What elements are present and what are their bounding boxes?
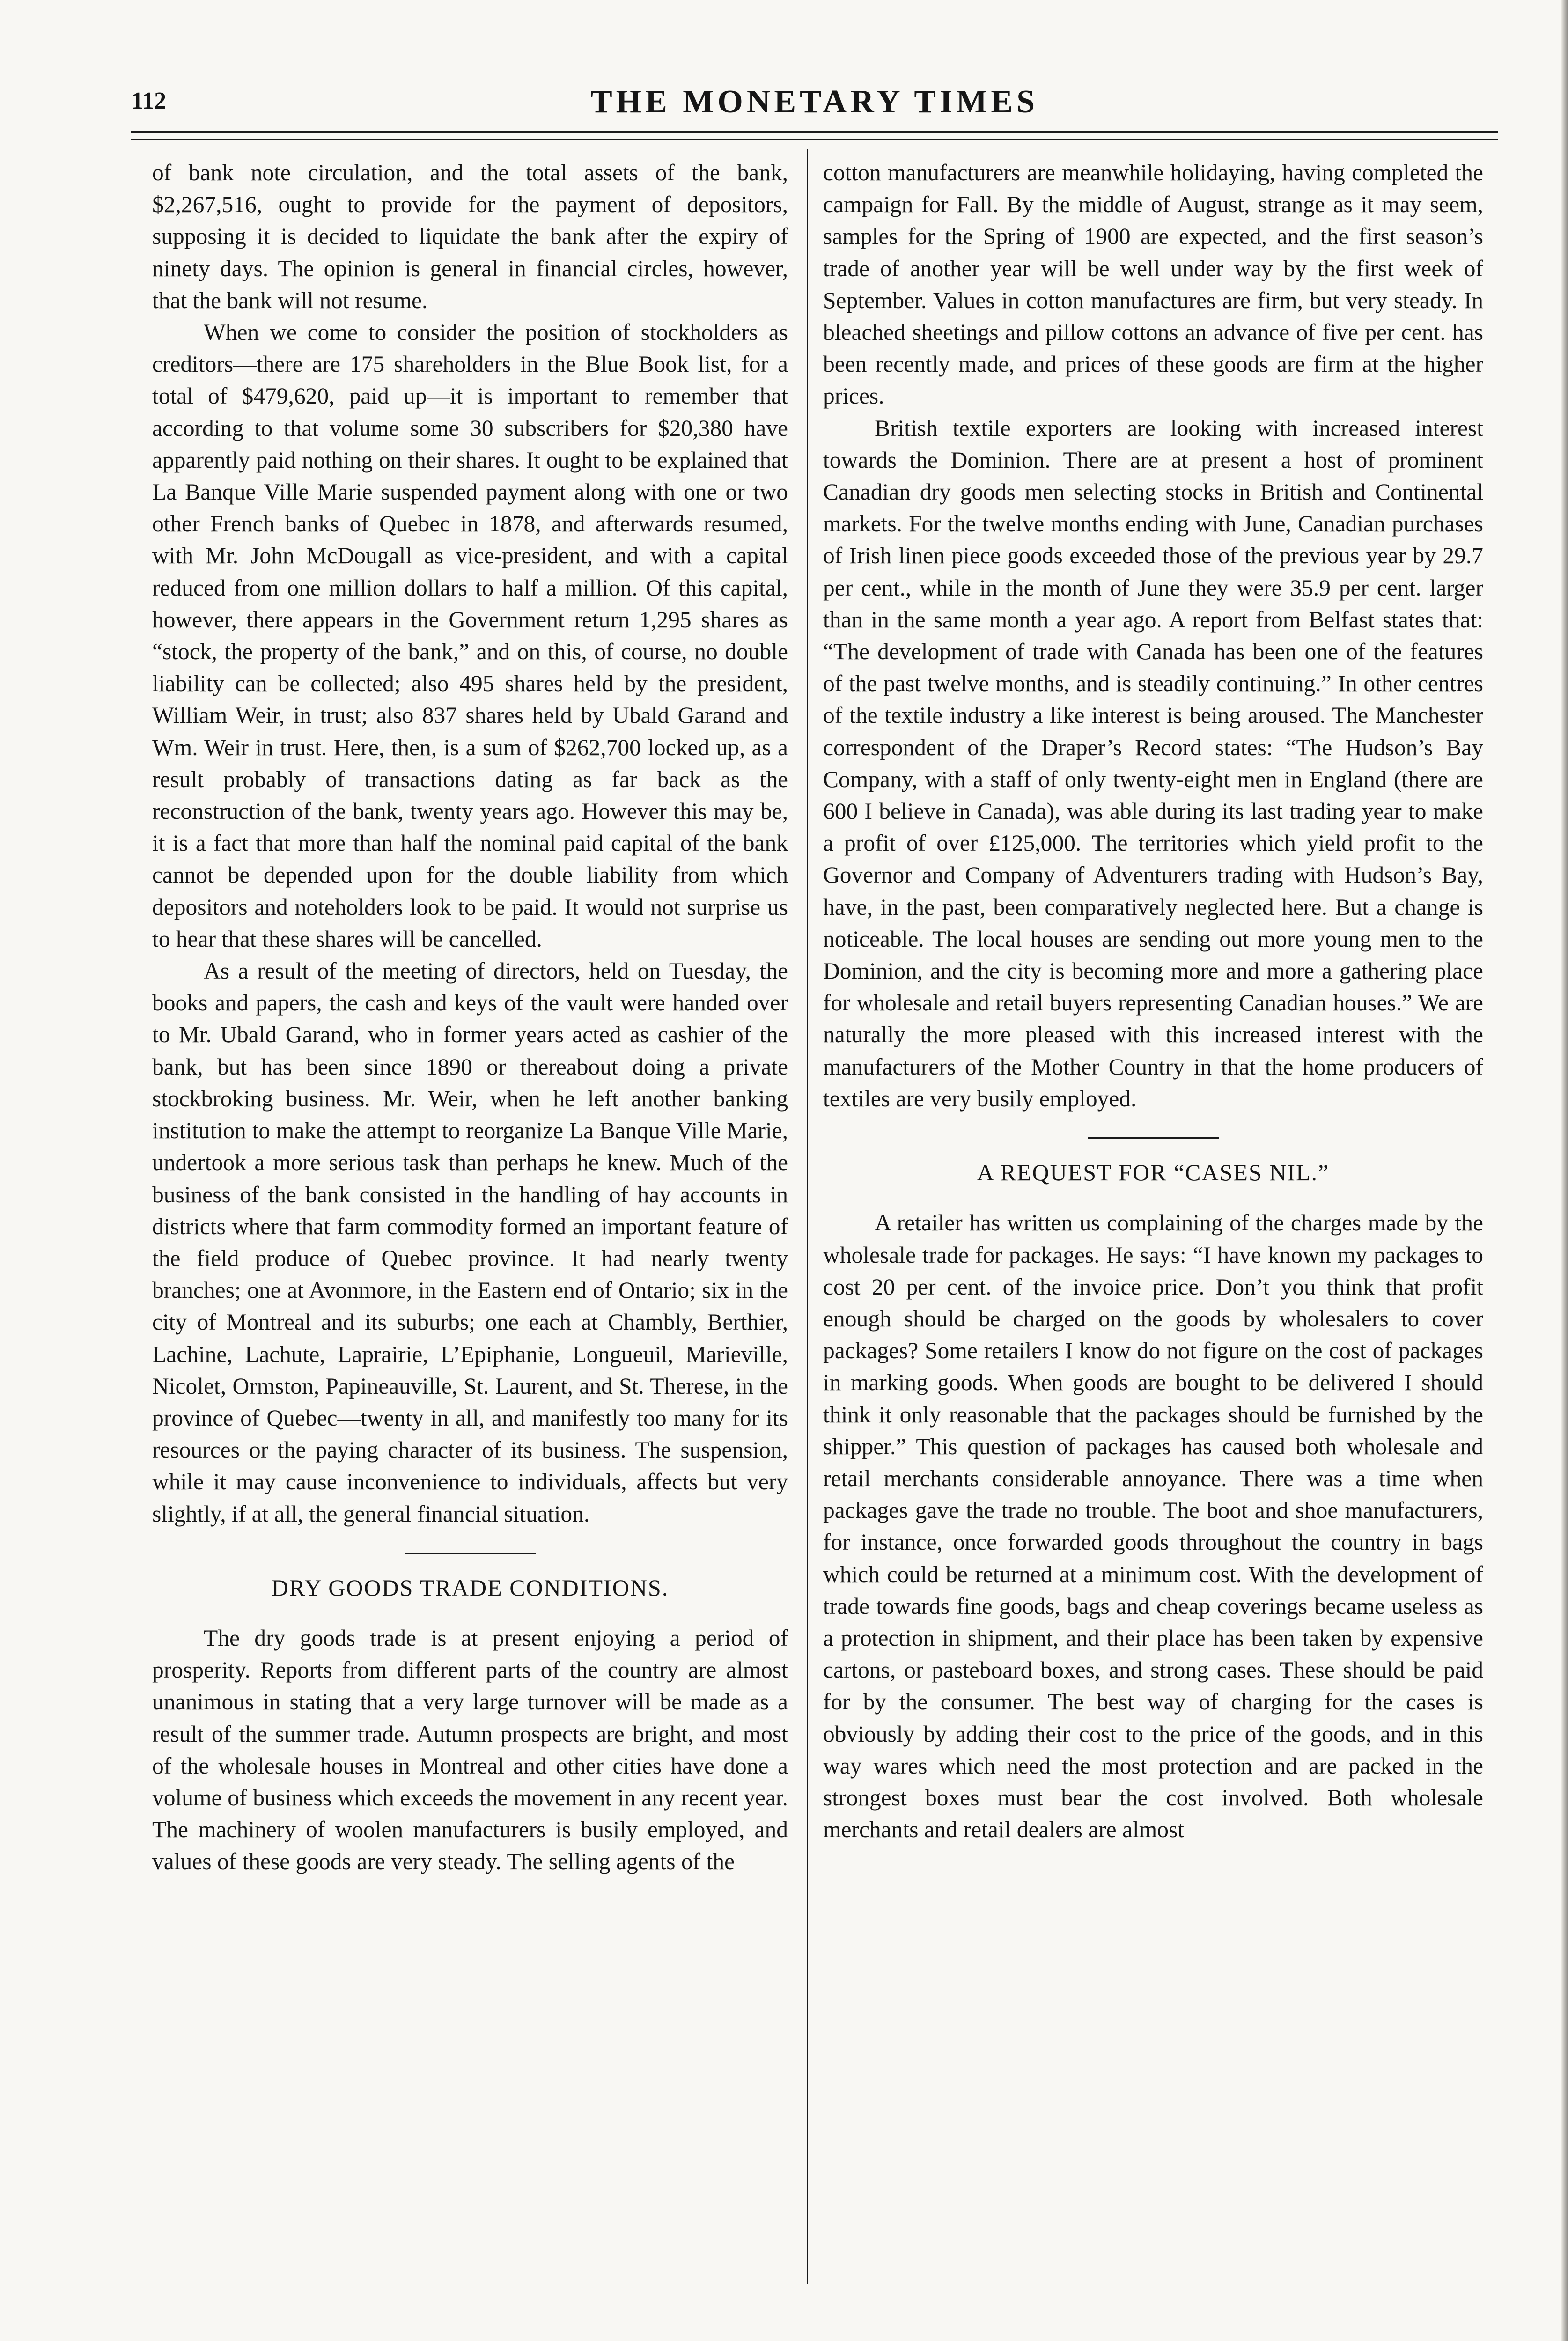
section-heading-dry-goods: DRY GOODS TRADE CONDITIONS. [271,1574,669,1601]
section-separator [1088,1137,1219,1139]
article-paragraph: British textile exporters are looking with increased interest towards the Dominion. There are at present a host of prominent Canadian dry goods men selecting stocks in British and Continental markets. For the twelve months ending with June, Canadian purchases of Irish linen piece goods exceeded those of the previous year by 29.7 per cent., while in the month of June they were 35.9 per cent. larger than in the same month a year ago. A report from Belfast states that: “The development of trade with Canada has been one of the features of the past twelve months, and is steadily continuing.” In other centres of the textile industry a like interest is being aroused. The Manchester correspondent of the Draper’s Record states: “The Hudson’s Bay Company, with a staff of only twenty-eight men in England (there are 600 I believe in Canada), was able during its last trading year to make a profit of over £125,000. The territories which yield profit to the Governor and Company of Adventurers trading with Hudson’s Bay, have, in the past, been comparatively neglected here. But a change is noticeable. The local houses are sending out more young men to the Dominion, and the city is becoming more and more a gathering place for wholesale and retail buyers representing Canadian houses.” We are naturally the more pleased with this increased interest with the manufacturers of the Mother Country in that the home producers of textiles are very busily employed. [823,415,1483,1112]
section-separator [405,1553,536,1554]
page-header [131,83,1498,125]
article-paragraph: The dry goods trade is at present enjoying a period of prosperity. Reports from different parts of the country are almost unanimous in stating that a very large turnover will be made as a result of the summer trade. Autumn prospects are bright, and most of the wholesale houses in Montreal and other cities have done a volume of business which exceeds the movement in any recent year. The machinery of woolen manufacturers is busily employed, and values of these goods are very steady. The selling agents of the [152,1625,788,1875]
header-rule-thick [131,131,1498,133]
right-column [823,157,1483,2292]
publication-title: THE MONETARY TIMES [590,84,1039,120]
page-edge [1561,0,1568,2341]
article-paragraph: of bank note circulation, and the total assets of the bank, $2,267,516, ought to provide for the payment of depositors, supposing it is decided to liquidate the bank after the expiry of ninety days. The opinion is general in financial circles, however, that the bank will not resume. [152,160,788,313]
left-column [152,157,788,2292]
article-paragraph: cotton manufacturers are meanwhile holidaying, having completed the campaign for Fall. By the middle of August, strange as it may seem, samples for the Spring of 1900 are expected, and the first season’s trade of another year will be well under way by the first week of September. Values in cotton manufactures are firm, but very steady. In bleached sheetings and pillow cottons an advance of five per cent. has been recently made, and prices of these goods are firm at the higher prices. [823,160,1483,409]
section-heading-cases-nil: A REQUEST FOR “CASES NIL.” [977,1159,1330,1186]
article-paragraph: As a result of the meeting of directors, held on Tuesday, the books and papers, the cash and keys of the vault were handed over to Mr. Ubald Garand, who in former years acted as cashier of the bank, but has been since 1890 or thereabout doing a private stockbroking business. Mr. Weir, when he left another banking institution to make the attempt to reorganize La Banque Ville Marie, undertook a more serious task than perhaps he knew. Much of the business of the bank consisted in the handling of hay accounts in districts where that farm commodity formed an important feature of the field produce of Quebec province. It had nearly twenty branches; one at Avonmore, in the Eastern end of Ontario; six in the city of Montreal and its suburbs; one each at Chambly, Berthier, Lachine, Lachute, Laprairie, L’Epiphanie, Longueuil, Marieville, Nicolet, Ormston, Papineauville, St. Laurent, and St. Therese, in the province of Quebec—twenty in all, and manifestly too many for its resources or the paying character of its business. The suspension, while it may cause inconvenience to individuals, affects but very slightly, if at all, the general financial situation. [152,958,788,1527]
article-paragraph: When we come to consider the position of stockholders as creditors—there are 175 shareholders in the Blue Book list, for a total of $479,620, paid up—it is important to remember that according to that volume some 30 subscribers for $20,380 have apparently paid nothing on their shares. It ought to be explained that La Banque Ville Marie suspended payment along with one or two other French banks of Quebec in 1878, and afterwards resumed, with Mr. John McDougall as vice-president, and with a capital reduced from one million dollars to half a million. Of this capital, however, there appears in the Government return 1,295 shares as “stock, the property of the bank,” and on this, of course, no double liability can be collected; also 495 shares held by the president, William Weir, in trust; also 837 shares held by Ubald Garand and Wm. Weir in trust. Here, then, is a sum of $262,700 locked up, as a result probably of transactions dating as far back as the reconstruction of the bank, twenty years ago. However this may be, it is a fact that more than half the nominal paid capital of the bank cannot be depended upon for the double liability from which depositors and noteholders look to be paid. It would not surprise us to hear that these shares will be cancelled. [152,319,788,952]
column-divider [807,149,808,2284]
article-paragraph: A retailer has written us complaining of the charges made by the wholesale trade for packages. He says: “I have known my packages to cost 20 per cent. of the invoice price. Don’t you think that profit enough should be charged on the goods by wholesalers to cover packages? Some retailers I know do not figure on the cost of packages in marking goods. When goods are bought to be delivered I should think it only reasonable that the packages should be furnished by the shipper.” This question of packages has caused both wholesale and retail merchants considerable annoyance. There was a time when packages gave the trade no trouble. The boot and shoe manufacturers, for instance, once forwarded goods throughout the country in bags which could be returned at a minimum cost. With the development of trade towards fine goods, bags and cheap coverings became useless as a protection in shipment, and their place has been taken by expensive cartons, or pasteboard boxes, and strong cases. These should be paid for by the consumer. The best way of charging for the cases is obviously by adding their cost to the price of the goods, and in this way wares which need the most protection and are packed in the strongest boxes must bear the cost involved. Both wholesale merchants and retail dealers are almost [823,1210,1483,1843]
header-rule-thin [131,139,1498,140]
page-number: 112 [131,88,167,114]
